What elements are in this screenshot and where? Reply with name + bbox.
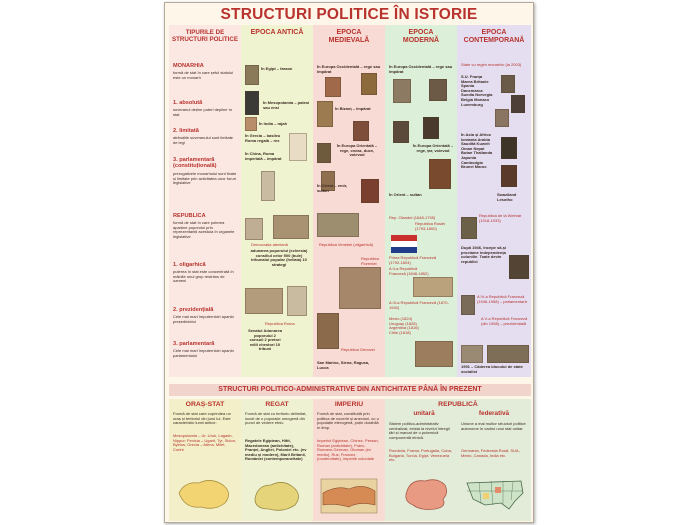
king2-image [361,73,377,95]
parliament-image [413,277,453,297]
antica-china: În China, Roma imperială – împărat [245,152,282,161]
byzantine-image [317,101,333,127]
moderna-olanda: Rep. Olandei (1648-1795) [389,216,436,220]
poster-title: STRUCTURI POLITICE ÎN ISTORIE [220,6,478,23]
leader-image [509,255,529,279]
antica-roma: Republica Roma [265,322,295,326]
poster [164,2,534,523]
republica-text: formă de stat în care puterea aparține poporului prin reprezentanții acestuia în organele legislative [173,221,235,239]
header-moderna: EPOCA MODERNĂ [402,29,440,44]
contemporana-franta5: A V-a Republică Franceză (din 1958) – prezidențială [481,317,528,326]
moderna-franta3: A III-a Republică Franceză (1870-1940) [389,301,449,310]
king1-image [325,77,341,97]
antica-egipt: În Egipt – faraon [261,67,293,71]
queen-image [429,79,447,101]
prince-image [353,121,369,141]
napoleon-image [393,79,411,103]
header-antica: EPOCA ANTICĂ [250,29,304,36]
prezidentiala-text: Cele mai mari împuterniciri aparțin președintelui [173,315,234,324]
weimar-image [461,217,477,239]
regat-map [249,477,305,515]
header-contemporana: EPOCA CONTEMPORANĂ [463,29,525,44]
florence-image [339,267,381,309]
antica-grecia: În Grecia – basileu Roma regală – rex [245,134,281,143]
tower-image [317,313,339,349]
unitara-label: unitară [413,410,435,417]
moderna-franta2: A II-a Republică Franceză (1848-1852) [389,267,429,276]
tsar2-image [423,117,439,139]
forum-image [245,288,283,314]
imperiu-text: Formă de stat, constituită prin politica de cuceriri și anexiuni, cu o populație eterogenă, puțin durabilă în timp. [317,412,379,430]
parlamentara-text: prerogativele monarhului sunt fixate și limitate prin activitatea unor foruri legislative [173,172,237,186]
limitata-text: atribuțiile suveranului sunt limitate de legi [173,136,234,145]
absoluta-heading: 1. absolută [173,100,203,106]
medievala-venetia: Republica Veneției (oligarhică) [319,243,374,247]
medievala-genova: Republica Genovei [341,348,375,352]
emperor-image [261,171,275,201]
moderna-orientala: În Europa Orientală – rege, țar, voievod [412,144,454,153]
monarhia-text: formă de stat în care șeful statului este un monarh [173,71,234,80]
contemporana-franta4: A IV-a Republică Franceză (1946-1958) – parlamentară [477,295,527,304]
bust-image [289,133,307,161]
contemporana-dupa: După 1946, începe să-și proclame independența coloniile. Toate devin republici [461,246,507,264]
monarhia-heading: MONARHIA [173,63,204,69]
oras-text: Formă de stat care cuprindea un oraș și teritoriul din jurul lui. Este caracteristic lumii antice: [173,412,231,426]
contemporana-swaziland: Swaziland Lesotho [497,193,517,202]
header-medievala: EPOCA MEDIEVALĂ [328,29,370,44]
regat-title: REGAT [265,401,289,408]
degaulle-image [461,295,475,315]
assembly-image [415,341,453,367]
imperiu-list: Imperiul Egiptean, Chinez, Persan, Roman (antichitate), Franc, Romano-German, Otoman (ev mediu), Rus, Francez, (modernitate), imperile coloniale [317,439,379,462]
oligarhica-text: puterea în stat este concentrată în mâinile unui grup restrâns de oameni [173,270,234,284]
oligarhica-heading: 1. oligarhică [173,262,206,268]
oras-map [175,473,235,513]
regat-list: Regatele Egiptean, Hitit, Macedonean (antichitate), Franței, Angliei, Poloniei etc. (ev mediu și modern), Marii Britanii, României (contemporaneitate) [245,439,307,462]
medievala-occident: În Europa Occidentală – rege sau împărat [317,65,381,74]
antica-mesopotamia: În Mesopotamia – patesi sau ensi [263,101,310,110]
contemporana-asia: În Asia și Africa Iordania Arabia Saudită Kuweit Oman Nepal Butan Thailanda Japonia Cambodgia Brunei Maroc [461,133,493,170]
temple-image [273,215,309,239]
antica-adunarea: adunarea poporului (ecleesia) consiliul celor 500 (bule) tribunalul popular (heliaia) 10 strategi [250,249,308,267]
flag-image [391,235,417,253]
unitara-text: Sistem politico-administrativ centralizat, exista la nivelul întregii țări și marcat de o puternică componentă etnică. [389,422,450,440]
venice-image [317,213,359,237]
crowd-image [487,345,529,363]
oras-title: ORAȘ-STAT [185,401,225,408]
usa-map [465,473,525,513]
parlamentara-heading: 3. parlamentară (constituțională) [173,157,217,170]
antica-india: În India – rajah [259,122,288,126]
moderna-mexic: Mexic (1824) Uruguay (1828) Argentina (1816) Chile (1818) [389,317,419,335]
unitara-list: România, Franța, Portugalia, Cuba, Bulgaria, Turcia, Egipt, Venezuela etc. [389,449,452,463]
contemporana-weimar: Republica de la Weimar (1918-1933) [479,214,522,223]
header-types: TIPURILE DE STRUCTURI POLITICE [172,29,238,43]
republica-title: REPUBLICĂ [438,401,478,408]
senator-image [287,286,307,316]
absoluta-text: suveranul deține puteri depline în stat [173,108,232,117]
moderna-rusia: Republica Rusiei (1793-1800) [415,222,446,231]
head-image [245,218,263,240]
moderna-franta1: Prima Republică Franceză (1792-1804) [389,256,437,265]
oras-list: Mesopotamia – Ur, Uruk, Lagash, Nippur; Fenicia – Ugarit, Tyr, Sidon, Byblos; Grecia – Atena, Milet, Corint [173,434,237,452]
medievala-orientala: În Europa Orientală – rege, cneaz, duce, voievod [336,144,378,158]
sultan2-image [429,159,451,189]
imperiu-map [319,475,379,515]
monarch2-image [511,95,525,113]
monarch3-image [495,109,509,127]
limitata-heading: 2. limitată [173,128,199,134]
monarch1-image [501,75,515,93]
republica-heading: REPUBLICA [173,213,206,219]
medievala-bizant: În Bizanț – împărat [335,107,371,111]
statue-image [245,91,259,115]
medievala-orient: În Orient – emir, sultan [317,184,348,193]
imperiu-title: IMPERIU [334,401,364,408]
federativa-label: federativă [478,410,510,417]
contemporana-caderea: 1991 – Căderea blocului de state socialist [461,365,523,374]
emir-image [361,179,379,203]
romania-map [401,475,451,513]
tsar1-image [393,121,409,143]
federativa-list: Germania, Federația Rusă, SUA, Mexic, Canada, India etc. [461,449,520,458]
pharaoh-image [245,65,259,85]
medievala-florentei: Republica Florenței [361,257,379,266]
federativa-text: Uniune a mai multor structuri politice autonome în cadrul unui stat unitar. [461,422,526,431]
medievala-sanmarino: San Marino, Siena, Ragusa, Lucca [317,361,370,370]
antica-senatul: Senatul Adunarea poporului 2 consuli 2 pretori edili chestori 10 tribuni [248,329,282,352]
parlamentara2-heading: 3. parlamentară [173,341,215,347]
regat-text: Formă de stat cu teritoriu delimitat, locuit de o populație omogenă din punct de vedere etnic. [245,412,307,426]
contemporana-state-list: S.U. Franța Marea Britanie Spania Danemarca Suedia Norvegia Belgia Monaco Luxemburg [461,75,493,107]
antica-democratia: Democrația ateniană [251,243,288,247]
monarch5-image [501,165,517,187]
moderna-occident: În Europa Occidentală – rege sau împărat [389,65,453,74]
contemporana-state-title: State cu regim monarhic (la 2003) [461,63,522,67]
rajah-image [245,117,257,131]
voievod-image [317,143,331,163]
prezidentiala-heading: 2. prezidențială [173,307,214,313]
wall-image [461,345,483,363]
middle-title: STRUCTURI POLITICO-ADMINISTRATIVE DIN ANTICHITATE PÂNĂ ÎN PREZENT [169,384,531,396]
moderna-orient: În Orient – sultan [389,193,422,197]
monarch4-image [501,137,517,159]
parlamentara2-text: Cele mai mari împuterniciri aparțin parlamentului [173,349,234,358]
